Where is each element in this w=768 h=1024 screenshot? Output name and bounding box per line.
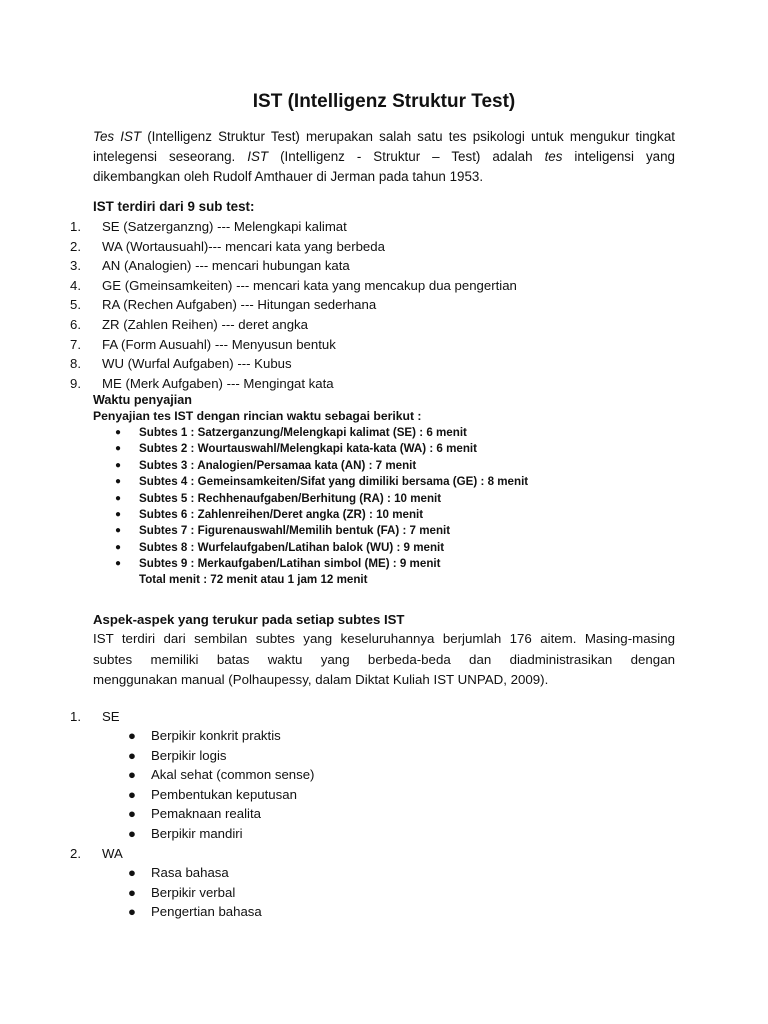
item-number: 4. xyxy=(70,277,81,293)
list-item xyxy=(128,726,314,746)
item-text: Pemaknaan realita xyxy=(151,806,261,822)
section-label: WA xyxy=(102,846,123,861)
list-item xyxy=(115,507,528,523)
item-text: GE (Gmeinsamkeiten) --- mencari kata yang mencakup dua pengertian xyxy=(102,277,517,293)
item-text: Subtes 2 : Wourtauswahl/Melengkapi kata-kata (WA) : 6 menit xyxy=(139,442,478,456)
list-item xyxy=(128,785,314,805)
list-item xyxy=(70,256,517,276)
bullet-icon: ● xyxy=(115,459,122,471)
list-item xyxy=(128,804,314,824)
intro-text: (Intelligenz Struktur Test) merupakan salah satu tes psikologi untuk mengukur tingkat xyxy=(141,129,675,144)
item-text: Subtes 5 : Rechhenaufgaben/Berhitung (RA) : 10 menit xyxy=(139,491,442,505)
section-heading-wa xyxy=(70,844,123,864)
aspek-paragraph xyxy=(93,629,675,691)
item-text: Rasa bahasa xyxy=(151,865,229,880)
item-number: 5. xyxy=(70,297,81,313)
item-number: 3. xyxy=(70,258,81,274)
item-number: 1. xyxy=(70,219,81,234)
item-text: Akal sehat (common sense) xyxy=(151,767,315,783)
list-item xyxy=(128,863,262,883)
subtest-heading: IST terdiri dari 9 sub test: xyxy=(93,199,255,214)
list-item xyxy=(115,523,528,539)
item-text: ZR (Zahlen Reihen) --- deret angka xyxy=(102,316,308,332)
list-item xyxy=(70,237,517,257)
section-list-se xyxy=(128,726,314,844)
bullet-icon: ● xyxy=(115,443,122,455)
item-text: Subtes 3 : Analogien/Persamaa kata (AN) : 7 menit xyxy=(139,458,417,472)
list-item xyxy=(70,217,517,237)
aspek-line-1: IST terdiri dari sembilan subtes yang keseluruhannya berjumlah 176 aitem. Masing-masing xyxy=(93,631,675,646)
bullet-icon: ● xyxy=(115,492,122,504)
waktu-heading: Waktu penyajian xyxy=(93,393,192,407)
item-number: 7. xyxy=(70,336,81,352)
waktu-intro: Penyajian tes IST dengan rincian waktu sebagai berikut : xyxy=(93,409,422,423)
intro-text: inteligensi yang xyxy=(562,149,676,164)
intro-text: intelegensi seseorang. xyxy=(93,149,248,164)
list-item xyxy=(128,765,314,785)
bullet-icon: ● xyxy=(115,509,122,521)
list-item xyxy=(70,295,517,315)
bullet-icon: ● xyxy=(128,865,136,880)
intro-text: (Intelligenz - Struktur – Test) adalah xyxy=(268,149,545,164)
list-item xyxy=(70,335,517,355)
list-item xyxy=(115,458,528,474)
list-item xyxy=(128,902,262,922)
aspek-line-3: menggunakan manual (Polhaupessy, dalam Diktat Kuliah IST UNPAD, 2009). xyxy=(93,672,549,687)
item-number: 2. xyxy=(70,238,81,254)
item-text: Pembentukan keputusan xyxy=(151,786,297,802)
waktu-list xyxy=(115,425,528,573)
bullet-icon: ● xyxy=(128,825,136,841)
bullet-icon: ● xyxy=(115,541,122,553)
list-item xyxy=(115,474,528,490)
intro-italic-tes: tes xyxy=(544,149,563,164)
item-text: SE (Satzerganzng) --- Melengkapi kalimat xyxy=(102,219,347,234)
item-text: WA (Wortausuahl)--- mencari kata yang berbeda xyxy=(102,238,385,254)
intro-line-3: dikembangkan oleh Rudolf Amthauer di Jerman pada tahun 1953. xyxy=(93,169,484,184)
bullet-icon: ● xyxy=(128,767,136,783)
list-item xyxy=(70,354,517,374)
item-text: Berpikir verbal xyxy=(151,884,236,900)
bullet-icon: ● xyxy=(128,806,136,822)
bullet-icon: ● xyxy=(115,558,122,570)
item-text: ME (Merk Aufgaben) --- Mengingat kata xyxy=(102,375,334,391)
list-item xyxy=(115,441,528,457)
item-text: Berpikir konkrit praktis xyxy=(151,728,281,743)
item-text: WU (Wurfal Aufgaben) --- Kubus xyxy=(102,356,292,372)
aspek-heading: Aspek-aspek yang terukur pada setiap subtes IST xyxy=(93,612,405,627)
bullet-icon: ● xyxy=(115,427,122,438)
list-item xyxy=(70,315,517,335)
section-number: 2. xyxy=(70,846,81,861)
list-item xyxy=(115,540,528,556)
bullet-icon: ● xyxy=(128,786,136,802)
list-item xyxy=(115,556,528,572)
item-text: Pengertian bahasa xyxy=(151,904,262,920)
bullet-icon: ● xyxy=(115,476,122,488)
item-number: 6. xyxy=(70,316,81,332)
item-text: Berpikir logis xyxy=(151,747,227,763)
bullet-icon: ● xyxy=(115,525,122,537)
list-item xyxy=(70,276,517,296)
list-item xyxy=(115,425,528,441)
section-number: 1. xyxy=(70,709,81,724)
item-text: Subtes 8 : Wurfelaufgaben/Latihan balok (WU) : 9 menit xyxy=(139,540,445,554)
list-item xyxy=(115,491,528,507)
item-text: Subtes 9 : Merkaufgaben/Latihan simbol (ME) : 9 menit xyxy=(139,557,441,571)
waktu-total: Total menit : 72 menit atau 1 jam 12 menit xyxy=(139,573,368,586)
intro-italic-ist: IST xyxy=(247,149,269,164)
bullet-icon: ● xyxy=(128,747,136,763)
item-text: Berpikir mandiri xyxy=(151,825,243,841)
list-item xyxy=(128,824,314,844)
bullet-icon: ● xyxy=(128,728,136,743)
document-title: IST (Intelligenz Struktur Test) xyxy=(252,91,516,112)
section-label: SE xyxy=(102,709,120,724)
intro-line-1 xyxy=(93,127,675,147)
intro-paragraph xyxy=(93,127,675,187)
section-heading-se xyxy=(70,707,120,727)
item-text: RA (Rechen Aufgaben) --- Hitungan sederhana xyxy=(102,297,377,313)
item-text: Subtes 1 : Satzerganzung/Melengkapi kalimat (SE) : 6 menit xyxy=(139,426,467,439)
item-text: AN (Analogien) --- mencari hubungan kata xyxy=(102,258,350,274)
item-text: FA (Form Ausuahl) --- Menyusun bentuk xyxy=(102,336,336,352)
item-number: 9. xyxy=(70,375,81,391)
bullet-icon: ● xyxy=(128,884,136,900)
list-item xyxy=(70,374,517,394)
intro-line-2 xyxy=(93,147,675,167)
list-item xyxy=(128,883,262,903)
item-number: 8. xyxy=(70,356,81,372)
aspek-line-2: subtes memiliki batas waktu yang berbeda-beda dan diadministrasikan dengan xyxy=(93,651,675,667)
item-text: Subtes 7 : Figurenauswahl/Memilih bentuk (FA) : 7 menit xyxy=(139,524,451,538)
list-item xyxy=(128,746,314,766)
item-text: Subtes 6 : Zahlenreihen/Deret angka (ZR) : 10 menit xyxy=(139,508,424,522)
subtest-list xyxy=(70,217,517,393)
item-text: Subtes 4 : Gemeinsamkeiten/Sifat yang dimiliki bersama (GE) : 8 menit xyxy=(139,475,529,489)
bullet-icon: ● xyxy=(128,904,136,920)
section-list-wa xyxy=(128,863,262,922)
intro-italic-tes-ist: Tes IST xyxy=(93,129,142,144)
